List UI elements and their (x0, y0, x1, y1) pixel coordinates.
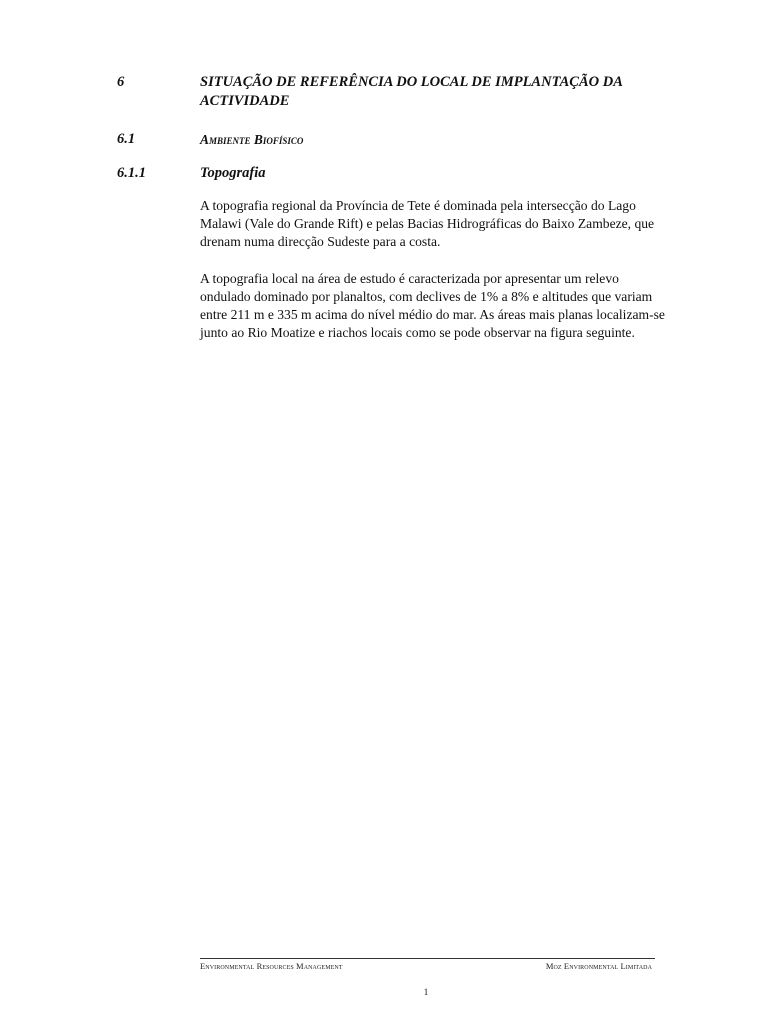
section-number: 6.1 (117, 131, 136, 147)
body-paragraph-regional-topography: A topografia regional da Província de Tete é dominada pela intersecção do Lago Malawi (Vale do Grande Rift) e pelas Bacias Hidrográficas do Baixo Zambeze, que drenam numa direcção Sudeste para a costa. (200, 198, 655, 249)
subsection-title: Topografia (200, 165, 266, 181)
footer-partner-name: Moz Environmental Limitada (545, 961, 652, 971)
page-number: 1 (423, 987, 429, 997)
section-heading (117, 130, 303, 149)
chapter-number: 6 (117, 74, 125, 90)
footer-divider (200, 958, 655, 959)
subsection-heading (117, 164, 266, 183)
chapter-heading (117, 73, 660, 111)
body-paragraph-local-topography: A topografia local na área de estudo é caracterizada por apresentar um relevo ondulado dominado por planaltos, com declives de 1% a 8% e altitudes que variam entre 211 m e 335 m acima do nível médio do mar. As áreas mais planas localizam-se junto ao Rio Moatize e riachos locais como se pode observar na figura seguinte. (200, 271, 665, 340)
chapter-title: SITUAÇÃO DE REFERÊNCIA DO LOCAL DE IMPLANTAÇÃO DA ACTIVIDADE (200, 74, 623, 109)
section-title: Ambiente Biofísico (200, 132, 304, 147)
subsection-number: 6.1.1 (117, 165, 146, 181)
footer-company-name: Environmental Resources Management (200, 961, 343, 971)
